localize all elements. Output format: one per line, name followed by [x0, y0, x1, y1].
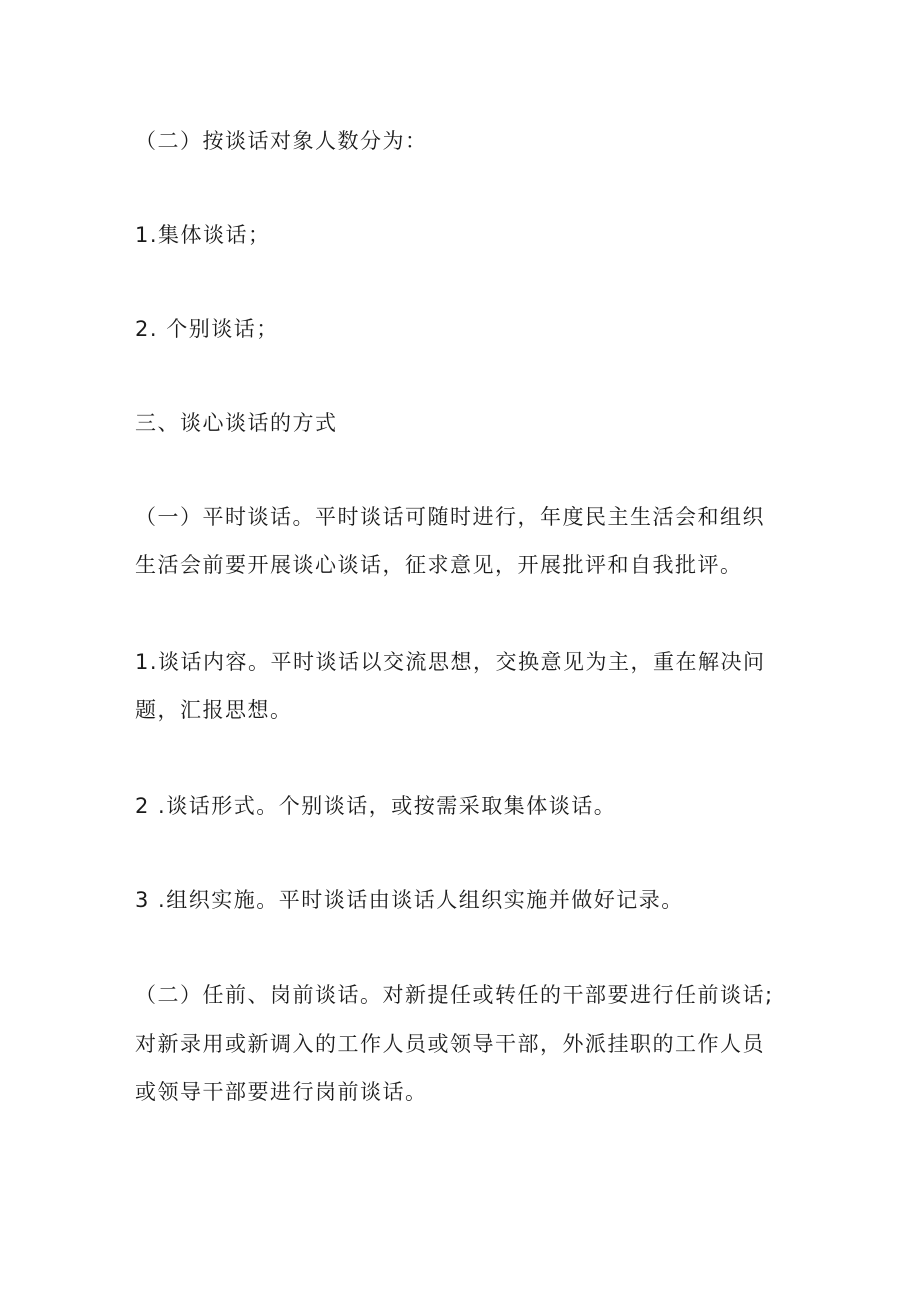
paragraph-talk-content-line-1: 1.谈话内容。平时谈话以交流思想，交换意见为主，重在解决问 [135, 650, 766, 674]
paragraph-talk-content-line-2: 题，汇报思想。 [135, 698, 293, 722]
paragraph-organization: 3 .组织实施。平时谈话由谈话人组织实施并做好记录。 [135, 888, 684, 912]
list-item-individual-talk: 2. 个别谈话； [135, 317, 279, 341]
paragraph-pre-appointment-line-1: （二）任前、岗前谈话。对新提任或转任的干部要进行任前谈话; [135, 983, 774, 1007]
section-heading-methods: 三、谈心谈话的方式 [135, 411, 338, 435]
paragraph-daily-talk-line-2: 生活会前要开展谈心谈话，征求意见，开展批评和自我批评。 [135, 553, 743, 577]
paragraph-daily-talk-line-1: （一）平时谈话。平时谈话可随时进行，年度民主生活会和组织 [135, 505, 765, 529]
paragraph-pre-appointment-line-2: 对新录用或新调入的工作人员或领导干部，外派挂职的工作人员 [135, 1032, 765, 1056]
paragraph-pre-appointment-line-3: 或领导干部要进行岗前谈话。 [135, 1080, 428, 1104]
paragraph-talk-form: 2 .谈话形式。个别谈话，或按需采取集体谈话。 [135, 794, 617, 818]
list-item-collective-talk: 1.集体谈话； [135, 223, 271, 247]
paragraph-heading-by-count: （二）按谈话对象人数分为： [135, 129, 428, 153]
